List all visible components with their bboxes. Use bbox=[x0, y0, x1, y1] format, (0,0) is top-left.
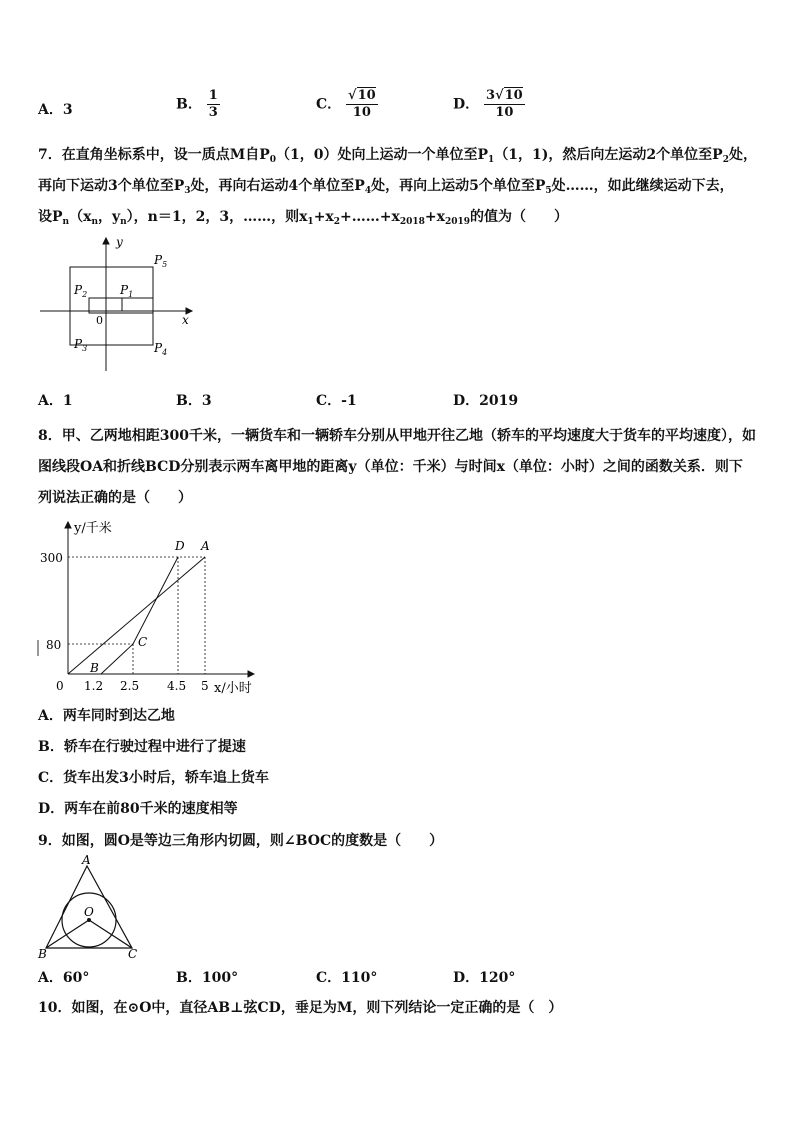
q6-option-d[interactable]: D． $\frac{3√10}{10}$ bbox=[453, 88, 523, 120]
point-c-label: C bbox=[138, 635, 148, 649]
origin-label: 0 bbox=[96, 314, 103, 327]
y-axis-arrow bbox=[103, 238, 109, 244]
xtick-1.2: 1.2 bbox=[84, 679, 104, 693]
q7-line-3: 设$P_n(x_n$，$y_n$），n＝1，2，3，……，则$x_1+x_2+\dots\dots+x_{2018}+x_{2019}$的值为（ ） bbox=[38, 209, 569, 227]
q6-option-a[interactable]: A．3 bbox=[38, 102, 73, 118]
point-b-label: B bbox=[90, 661, 99, 675]
q8-option-b[interactable]: B．轿车在行驶过程中进行了提速 bbox=[38, 739, 246, 755]
q7-option-a[interactable]: A．1 bbox=[38, 393, 73, 409]
q9-stem: 9．如图，圆O是等边三角形内切圆，则∠BOC的度数是（ ） bbox=[38, 833, 444, 849]
p5-label: $P_5$ bbox=[154, 253, 168, 269]
xtick-4.5: 4.5 bbox=[167, 679, 187, 693]
q7-option-c[interactable]: C．-1 bbox=[316, 393, 357, 409]
ytick-80: 80 bbox=[46, 638, 62, 652]
q9-option-a[interactable]: A．60° bbox=[38, 970, 90, 986]
q10-stem: 10．如图，在⊙O中，直径AB⊥弦CD，垂足为M，则下列结论一定正确的是（ ） bbox=[38, 1000, 563, 1016]
q7-line-1: 7．在直角坐标系中，设一质点M自$P_0(1$，0）处向上运动一个单位至$P_1(1$，1)，然后向左运动2个单位至$P_2$处， bbox=[38, 147, 757, 165]
rect-p5-p4 bbox=[70, 267, 153, 345]
p2-label: $P_2$ bbox=[74, 283, 88, 299]
xtick-0: 0 bbox=[56, 679, 64, 693]
ytick-300: 300 bbox=[40, 551, 63, 565]
point-a-label: A bbox=[201, 539, 210, 553]
q8-option-d[interactable]: D．两车在前80千米的速度相等 bbox=[38, 801, 238, 817]
fraction: $\frac{1}{3}$ bbox=[208, 88, 218, 120]
vertex-b-label: B bbox=[38, 947, 47, 961]
q8-line-2: 图线段OA和折线BCD分别表示两车离甲地的距离y（单位：千米）与时间x（单位：小时）之间的函数关系．则下 bbox=[38, 459, 743, 475]
fraction: $\frac{3√10}{10}$ bbox=[486, 88, 523, 120]
x-axis-label: x/小时 bbox=[214, 681, 252, 696]
q8-line-3: 列说法正确的是（ ） bbox=[38, 490, 192, 506]
p1-label: $P_1$ bbox=[120, 283, 134, 299]
p4-label: $P_4$ bbox=[154, 341, 168, 357]
q7-option-d[interactable]: D．2019 bbox=[453, 393, 519, 409]
fraction: $\frac{√10}{10}$ bbox=[348, 88, 376, 120]
q8-line-1: 8．甲、乙两地相距300千米，一辆货车和一辆轿车分别从甲地开往乙地（轿车的平均速度大于货车的平均速度），如 bbox=[38, 428, 756, 444]
segment-oc bbox=[89, 920, 132, 948]
y-axis-arrow bbox=[65, 522, 71, 528]
q7-coordinate-figure bbox=[36, 234, 196, 374]
vertex-a-label: A bbox=[82, 853, 91, 867]
p3-label: $P_3$ bbox=[74, 337, 88, 353]
point-d-label: D bbox=[175, 539, 185, 553]
polyline-bcd bbox=[101, 557, 178, 674]
q6-option-b[interactable]: B． $\frac{1}{3}$ bbox=[176, 88, 218, 120]
q9-option-d[interactable]: D．120° bbox=[453, 970, 516, 986]
q8-option-a[interactable]: A．两车同时到达乙地 bbox=[38, 708, 175, 724]
xtick-5: 5 bbox=[201, 679, 209, 693]
q9-option-b[interactable]: B．100° bbox=[176, 970, 239, 986]
q8-distance-time-graph bbox=[36, 518, 266, 698]
q8-option-c[interactable]: C．货车出发3小时后，轿车追上货车 bbox=[38, 770, 269, 786]
xtick-2.5: 2.5 bbox=[120, 679, 140, 693]
center-o-label: O bbox=[84, 905, 94, 919]
q7-option-b[interactable]: B．3 bbox=[176, 393, 212, 409]
q9-incircle-figure bbox=[36, 852, 146, 962]
q6-option-c[interactable]: C． $\frac{√10}{10}$ bbox=[316, 88, 376, 120]
y-axis-label: y/千米 bbox=[74, 521, 112, 536]
y-label: y bbox=[116, 235, 123, 249]
segment-oa bbox=[68, 557, 205, 674]
q7-line-2: 再向下运动3个单位至$P_3$处，再向右运动4个单位至$P_4$处，再向上运动5个单位至$P_5$处……，如此继续运动下去， bbox=[38, 178, 734, 196]
x-axis-arrow bbox=[248, 671, 254, 677]
vertex-c-label: C bbox=[128, 947, 138, 961]
x-label: x bbox=[182, 313, 189, 327]
q9-option-c[interactable]: C．110° bbox=[316, 970, 378, 986]
